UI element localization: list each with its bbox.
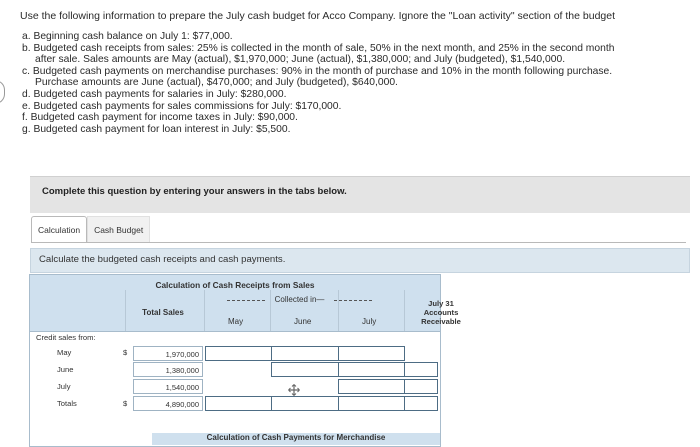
- input-totals-may[interactable]: [205, 396, 272, 411]
- row-label-june: June: [57, 365, 74, 374]
- collected-label: Collected in: [274, 295, 317, 304]
- header-july31: July 31: [428, 299, 454, 308]
- input-july-collected-july[interactable]: [338, 379, 405, 394]
- item-a: a. Beginning cash balance on July 1: $77,000.: [22, 31, 233, 42]
- row-dollar-totals: $: [123, 399, 128, 408]
- header-july: July: [362, 317, 377, 326]
- instruction-bar: [30, 248, 690, 273]
- tab-calculation[interactable]: Calculation: [31, 216, 87, 243]
- input-totals-ar[interactable]: [404, 396, 438, 411]
- input-june-ar[interactable]: [404, 362, 438, 377]
- item-b-cont: after sale. Sales amounts are May (actual), $1,970,000; June (actual), $1,380,000; and July (budgeted), $1,540,000.: [35, 54, 566, 66]
- tab-cash-budget[interactable]: Cash Budget: [87, 216, 150, 243]
- next-section-header: [152, 433, 440, 445]
- dash-line: [227, 300, 265, 301]
- header-accounts: Accounts: [423, 308, 459, 317]
- header-total-sales: Total Sales: [142, 308, 184, 317]
- row-label-may: May: [57, 348, 72, 357]
- item-e: e. Budgeted cash payments for sales commissions for July: $170,000.: [22, 100, 342, 112]
- problem-intro: Use the following information to prepare the July cash budget for Acco Company. Ignore the "Loan activity" section of the budget: [20, 10, 616, 22]
- input-june-collected-june[interactable]: [271, 362, 339, 377]
- table-title: Calculation of Cash Receipts from Sales: [155, 280, 315, 290]
- tab-bar: [31, 216, 150, 242]
- item-c-cont: Purchase amounts are June (actual), $470,000; and July (budgeted), $640,000.: [35, 77, 398, 89]
- total-sales-may: 1,970,000: [133, 346, 203, 361]
- banner-text: Complete this question by entering your answers in the tabs below.: [42, 186, 347, 197]
- input-totals-june[interactable]: [271, 396, 339, 411]
- header-july31-ar: [408, 299, 474, 326]
- input-may-collected-june[interactable]: [271, 346, 339, 361]
- section-label: Credit sales from:: [36, 333, 96, 342]
- column-divider: [404, 290, 405, 331]
- total-sales-june: 1,380,000: [133, 362, 203, 377]
- input-may-collected-may[interactable]: [205, 346, 272, 361]
- move-cursor-icon: [288, 384, 300, 396]
- tab-divider: [31, 242, 686, 243]
- item-b: b. Budgeted cash receipts from sales: 25% is collected in the month of sale, 50% in the next month, and 25% in the second month: [22, 42, 615, 54]
- item-d: d. Budgeted cash payments for salaries in July: $280,000.: [22, 88, 287, 100]
- collected-colon: —: [316, 295, 325, 304]
- problem-items: [22, 31, 614, 135]
- item-f: f. Budgeted cash payment for income taxes in July: $90,000.: [22, 112, 298, 124]
- total-sales-july: 1,540,000: [133, 379, 203, 394]
- row-dollar-may: $: [123, 348, 128, 357]
- input-june-collected-july[interactable]: [338, 362, 405, 377]
- dash-line: [334, 300, 372, 301]
- instructions-banner: [30, 176, 690, 213]
- panel-handle-icon[interactable]: [0, 80, 5, 104]
- row-label-july: July: [57, 382, 71, 391]
- header-may: May: [228, 317, 244, 326]
- header-collected-in: [227, 295, 372, 304]
- instruction-text: Calculate the budgeted cash receipts and cash payments.: [39, 254, 286, 265]
- header-receivable: Receivable: [421, 317, 461, 326]
- input-may-collected-july[interactable]: [338, 346, 405, 361]
- input-july-ar[interactable]: [404, 379, 438, 394]
- row-label-totals: Totals: [57, 399, 77, 408]
- input-totals-july[interactable]: [338, 396, 405, 411]
- item-c: c. Budgeted cash payments on merchandise purchases: 90% in the month of purchase and 10% in the month following purchase.: [22, 65, 613, 77]
- total-sales-totals: 4,890,000: [133, 396, 203, 411]
- item-g: g. Budgeted cash payment for loan interest in July: $5,500.: [22, 123, 291, 135]
- column-divider: [204, 290, 205, 331]
- header-june: June: [294, 317, 312, 326]
- next-section-title: Calculation of Cash Payments for Merchandise: [206, 433, 386, 442]
- table-header: [30, 275, 461, 332]
